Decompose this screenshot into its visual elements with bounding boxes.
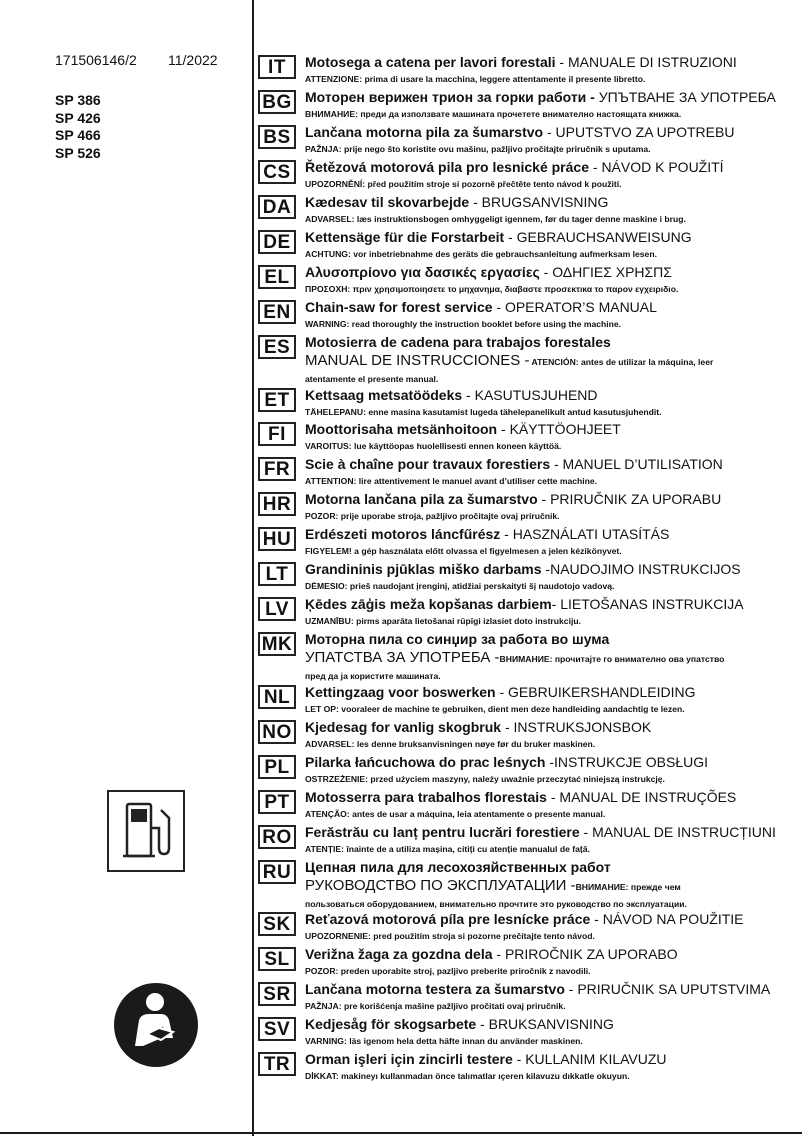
entry-subtitle: MANUAL DE INSTRUCCIONES - [305,352,530,369]
entry-title: Motorna lančana pila za šumarstvo [305,491,538,507]
entry-subtitle: -NAUDOJIMO INSTRUKCIJOS [541,561,741,577]
entry-title: Kettingzaag voor boswerken [305,684,496,700]
entry-warning: OSTRZEŻENIE: przed użyciem maszyny, należy uważnie przeczytać niniejszą instrukcję. [305,774,665,784]
read-manual-icon [113,982,199,1068]
entry-warning: LET OP: vooraleer de machine te gebruiken, dient men deze handleiding aandachtig te lezen. [305,704,685,714]
entry-title: Pilarka łańcuchowa do prac leśnych [305,754,546,770]
left-column [0,0,252,1136]
entry-warning: UPOZORNĚNÍ: před použitím stroje si pozorně přečtěte tento návod k použití. [305,179,622,189]
language-code: MK [258,632,296,656]
entry-title: Erdészeti motoros láncfűrész [305,526,501,542]
language-code: TR [258,1052,296,1076]
entry-title: Chain-saw for forest service [305,299,493,315]
language-code: DA [258,195,296,219]
entry-title: Ķēdes zāģis meža kopšanas darbiem [305,596,552,612]
entry-subtitle: - INSTRUKSJONSBOK [501,719,652,735]
entry-subtitle: - KÄYTTÖOHJEET [497,421,621,437]
language-code: FR [258,457,296,481]
document-date: 11/2022 [168,52,218,68]
entry-warning: POZOR: preden uporabite stroj, pazljivo preberite priročnik z navodili. [305,966,591,976]
language-code: DE [258,230,296,254]
entry-warning: ATTENZIONE: prima di usare la macchina, leggere attentamente il presente libretto. [305,74,646,84]
entry-warning: ATENȚIE: înainte de a utiliza mașina, citiți cu atenție manualul de față. [305,844,590,854]
entry-subtitle: - PRIRUČNIK ZA UPORABU [537,491,722,507]
entry-subtitle: - PRIRUČNIK SA UPUTSTVIMA [564,981,771,997]
entry-subtitle: - BRUGSANVISNING [469,194,609,210]
entry-subtitle: - UPUTSTVO ZA UPOTREBU [543,124,735,140]
entry-title: Grandininis pjūklas miško darbams [305,561,542,577]
entry-warning: POZOR: prije uporabe stroja, pažljivo pročitajte ovaj priručnik. [305,511,560,521]
entry-warning: DİKKAT: makineyı kullanmadan önce talımatlar ıçeren kilavuzu dıkkatle okuyun. [305,1071,630,1081]
entry-subtitle: - MANUAL DE INSTRUÇÕES [546,789,737,805]
entry-warning: ATTENTION: lire attentivement le manuel avant d’utiliser cette machine. [305,476,598,486]
entry-title: Řetězová motorová pila pro lesnické práce [305,159,589,175]
language-code: NO [258,720,296,744]
entry-subtitle: - LIETOŠANAS INSTRUKCIJA [551,596,744,612]
model-list [55,92,101,162]
entry-title: Lančana motorna pila za šumarstvo [305,124,544,140]
entry-title: Motosierra de cadena para trabajos forestales [305,334,611,350]
entry-warning: UZMANĪBU: pirms aparāta lietošanai rūpīgi izlasiet doto instrukciju. [305,616,581,626]
language-code: LV [258,597,296,621]
fuel-pump-icon [107,790,185,872]
entry-warning: пред да ја користите машината. [305,671,441,681]
entry-title: Reťazová motorová píla pre lesnícke práce [305,911,591,927]
entry-warning: VARNING: läs igenom hela detta häfte innan du använder maskinen. [305,1036,583,1046]
language-code: HU [258,527,296,551]
entry-warning: DĖMESIO: prieš naudojant įrenginį, atidžiai perskaityti šį naudotojo vadovą. [305,581,615,591]
entry-warning: PAŽNJA: prije nego što koristite ovu mašinu, pažljivo pročitajte priručnik s uputama. [305,144,651,154]
entry-warning: пользоваться оборудованием, внимательно прочтите это руководство по эксплуатации. [305,899,687,909]
bottom-divider [0,1132,802,1134]
model-item: SP 526 [55,144,101,161]
entry-subtitle: - PRIROČNIK ZA UPORABO [492,946,678,962]
entry-title: Scie à chaîne pour travaux forestiers [305,456,551,472]
entry-warning-inline: ATENCIÓN: antes de utilizar la máquina, leer [529,357,714,367]
entry-subtitle: - OPERATOR’S MANUAL [492,299,657,315]
entry-warning: ADVARSEL: les denne bruksanvisningen nøye før du bruker maskinen. [305,739,596,749]
language-code: ET [258,388,296,412]
language-code: IT [258,55,296,79]
entry-title: Ferăstrău cu lanț pentru lucrări forestiere [305,824,580,840]
entry-warning: PAŽNJA: pre korišćenja mašine pažljivo pročitati ovaj priručnik. [305,1001,566,1011]
entry-subtitle: РУКОВОДСТВО ПО ЭКСПЛУАТАЦИИ - [305,877,576,894]
document-number: 171506146/2 [55,52,137,68]
language-code: FI [258,422,296,446]
language-code: HR [258,492,296,516]
entry-title: Verižna žaga za gozdna dela [305,946,493,962]
entry-title: Motosserra para trabalhos florestais [305,789,547,805]
entry-subtitle: - ΟΔΗΓΙΕΣ ΧΡΗΣΠΣ [539,264,672,280]
entry-title: Kjedesag for vanlig skogbruk [305,719,502,735]
entry-subtitle: - KULLANIM KILAVUZU [512,1051,667,1067]
entry-subtitle: УПЪТВАНЕ ЗА УПОТРЕБА [594,89,776,105]
model-item: SP 466 [55,127,101,143]
entry-warning: TÄHELEPANU: enne masina kasutamist lugeda tähelepanelikult antud kasutusjuhendit. [305,407,662,417]
entry-warning: VAROITUS: lue käyttöopas huolellisesti ennen koneen käyttöä. [305,441,562,451]
entry-title: Моторен верижен трион за горки работи - [305,89,595,105]
language-code: EL [258,265,296,289]
entry-title: Цепная пила для лесохозяйственных работ [305,859,611,875]
entry-title: Kettensäge für die Forstarbeit [305,229,505,245]
vertical-divider [252,0,254,1136]
language-code: SR [258,982,296,1006]
language-code: RO [258,825,296,849]
entry-subtitle: - MANUALE DI ISTRUZIONI [555,54,737,70]
entry-title: Kettsaag metsatöödeks [305,387,463,403]
entry-subtitle: - MANUAL DE INSTRUCȚIUNI [579,824,776,840]
entry-subtitle: - NÁVOD K POUŽITÍ [589,159,724,175]
language-code: BS [258,125,296,149]
entry-title: Kædesav til skovarbejde [305,194,470,210]
entry-warning: ATENÇÃO: antes de usar a máquina, leia atentamente o presente manual. [305,809,606,819]
entry-title: Αλυσοπρίονο για δασικές εργασίες [305,264,540,280]
language-code: SL [258,947,296,971]
entry-warning: atentamente el presente manual. [305,374,439,384]
entry-warning: WARNING: read thoroughly the instruction booklet before using the machine. [305,319,622,329]
entry-title: Orman işleri için zincirli testere [305,1051,513,1067]
entry-subtitle: - HASZNÁLATI UTASÍTÁS [500,526,670,542]
entry-subtitle: - GEBRUIKERSHANDLEIDING [495,684,696,700]
model-item: SP 386 [55,92,101,108]
language-code: SV [258,1017,296,1041]
language-code: LT [258,562,296,586]
entry-warning: ВНИМАНИЕ: преди да използвате машината прочетете внимателно настоящата книжка. [305,109,682,119]
entry-subtitle: - NÁVOD NA POUŽITIE [590,911,744,927]
language-code: SK [258,912,296,936]
entry-warning: ADVARSEL: læs instruktionsbogen omhyggeligt igennem, før du tager denne maskine i brug. [305,214,686,224]
entry-warning: UPOZORNENIE: pred použitím stroja si pozorne prečítajte tento návod. [305,931,595,941]
entry-title: Motosega a catena per lavori forestali [305,54,556,70]
entry-title: Kedjesåg för skogsarbete [305,1016,477,1032]
entry-subtitle: - BRUKSANVISNING [476,1016,614,1032]
entry-subtitle: -INSTRUKCJE OBSŁUGI [545,754,709,770]
entry-title: Моторна пила со синџир за работа во шума [305,631,610,647]
language-code: NL [258,685,296,709]
entry-warning: ACHTUNG: vor inbetriebnahme des geräts die gebrauchsanleitung aufmerksam lesen. [305,249,657,259]
language-code: CS [258,160,296,184]
entry-title: Moottorisaha metsänhoitoon [305,421,498,437]
language-code: BG [258,90,296,114]
language-code: EN [258,300,296,324]
entry-subtitle: УПАТСТВА ЗА УПОТРЕБА - [305,649,500,666]
entry-warning: FIGYELEM! a gép használata előtt olvassa el figyelmesen a jelen kézikönyvet. [305,546,622,556]
entry-subtitle: - MANUEL D’UTILISATION [550,456,723,472]
entry-warning: ΠΡΟΣΟΧΗ: πριν χρησιμοποιησετε το μηχανημα, διαβαστε προσεκτικα το παρον εγχειριδιο. [305,284,679,294]
entry-warning-inline: ВНИМАНИЕ: прежде чем [575,882,681,892]
entry-title: Lančana motorna testera za šumarstvo [305,981,565,997]
language-code: RU [258,860,296,884]
language-code: PT [258,790,296,814]
entry-subtitle: - KASUTUSJUHEND [462,387,598,403]
entry-warning-inline: ВНИМАНИЕ: прочитајте го внимателно ова упатство [499,654,725,664]
language-code: ES [258,335,296,359]
entry-subtitle: - GEBRAUCHSANWEISUNG [504,229,692,245]
model-item: SP 426 [55,109,101,126]
language-code: PL [258,755,296,779]
